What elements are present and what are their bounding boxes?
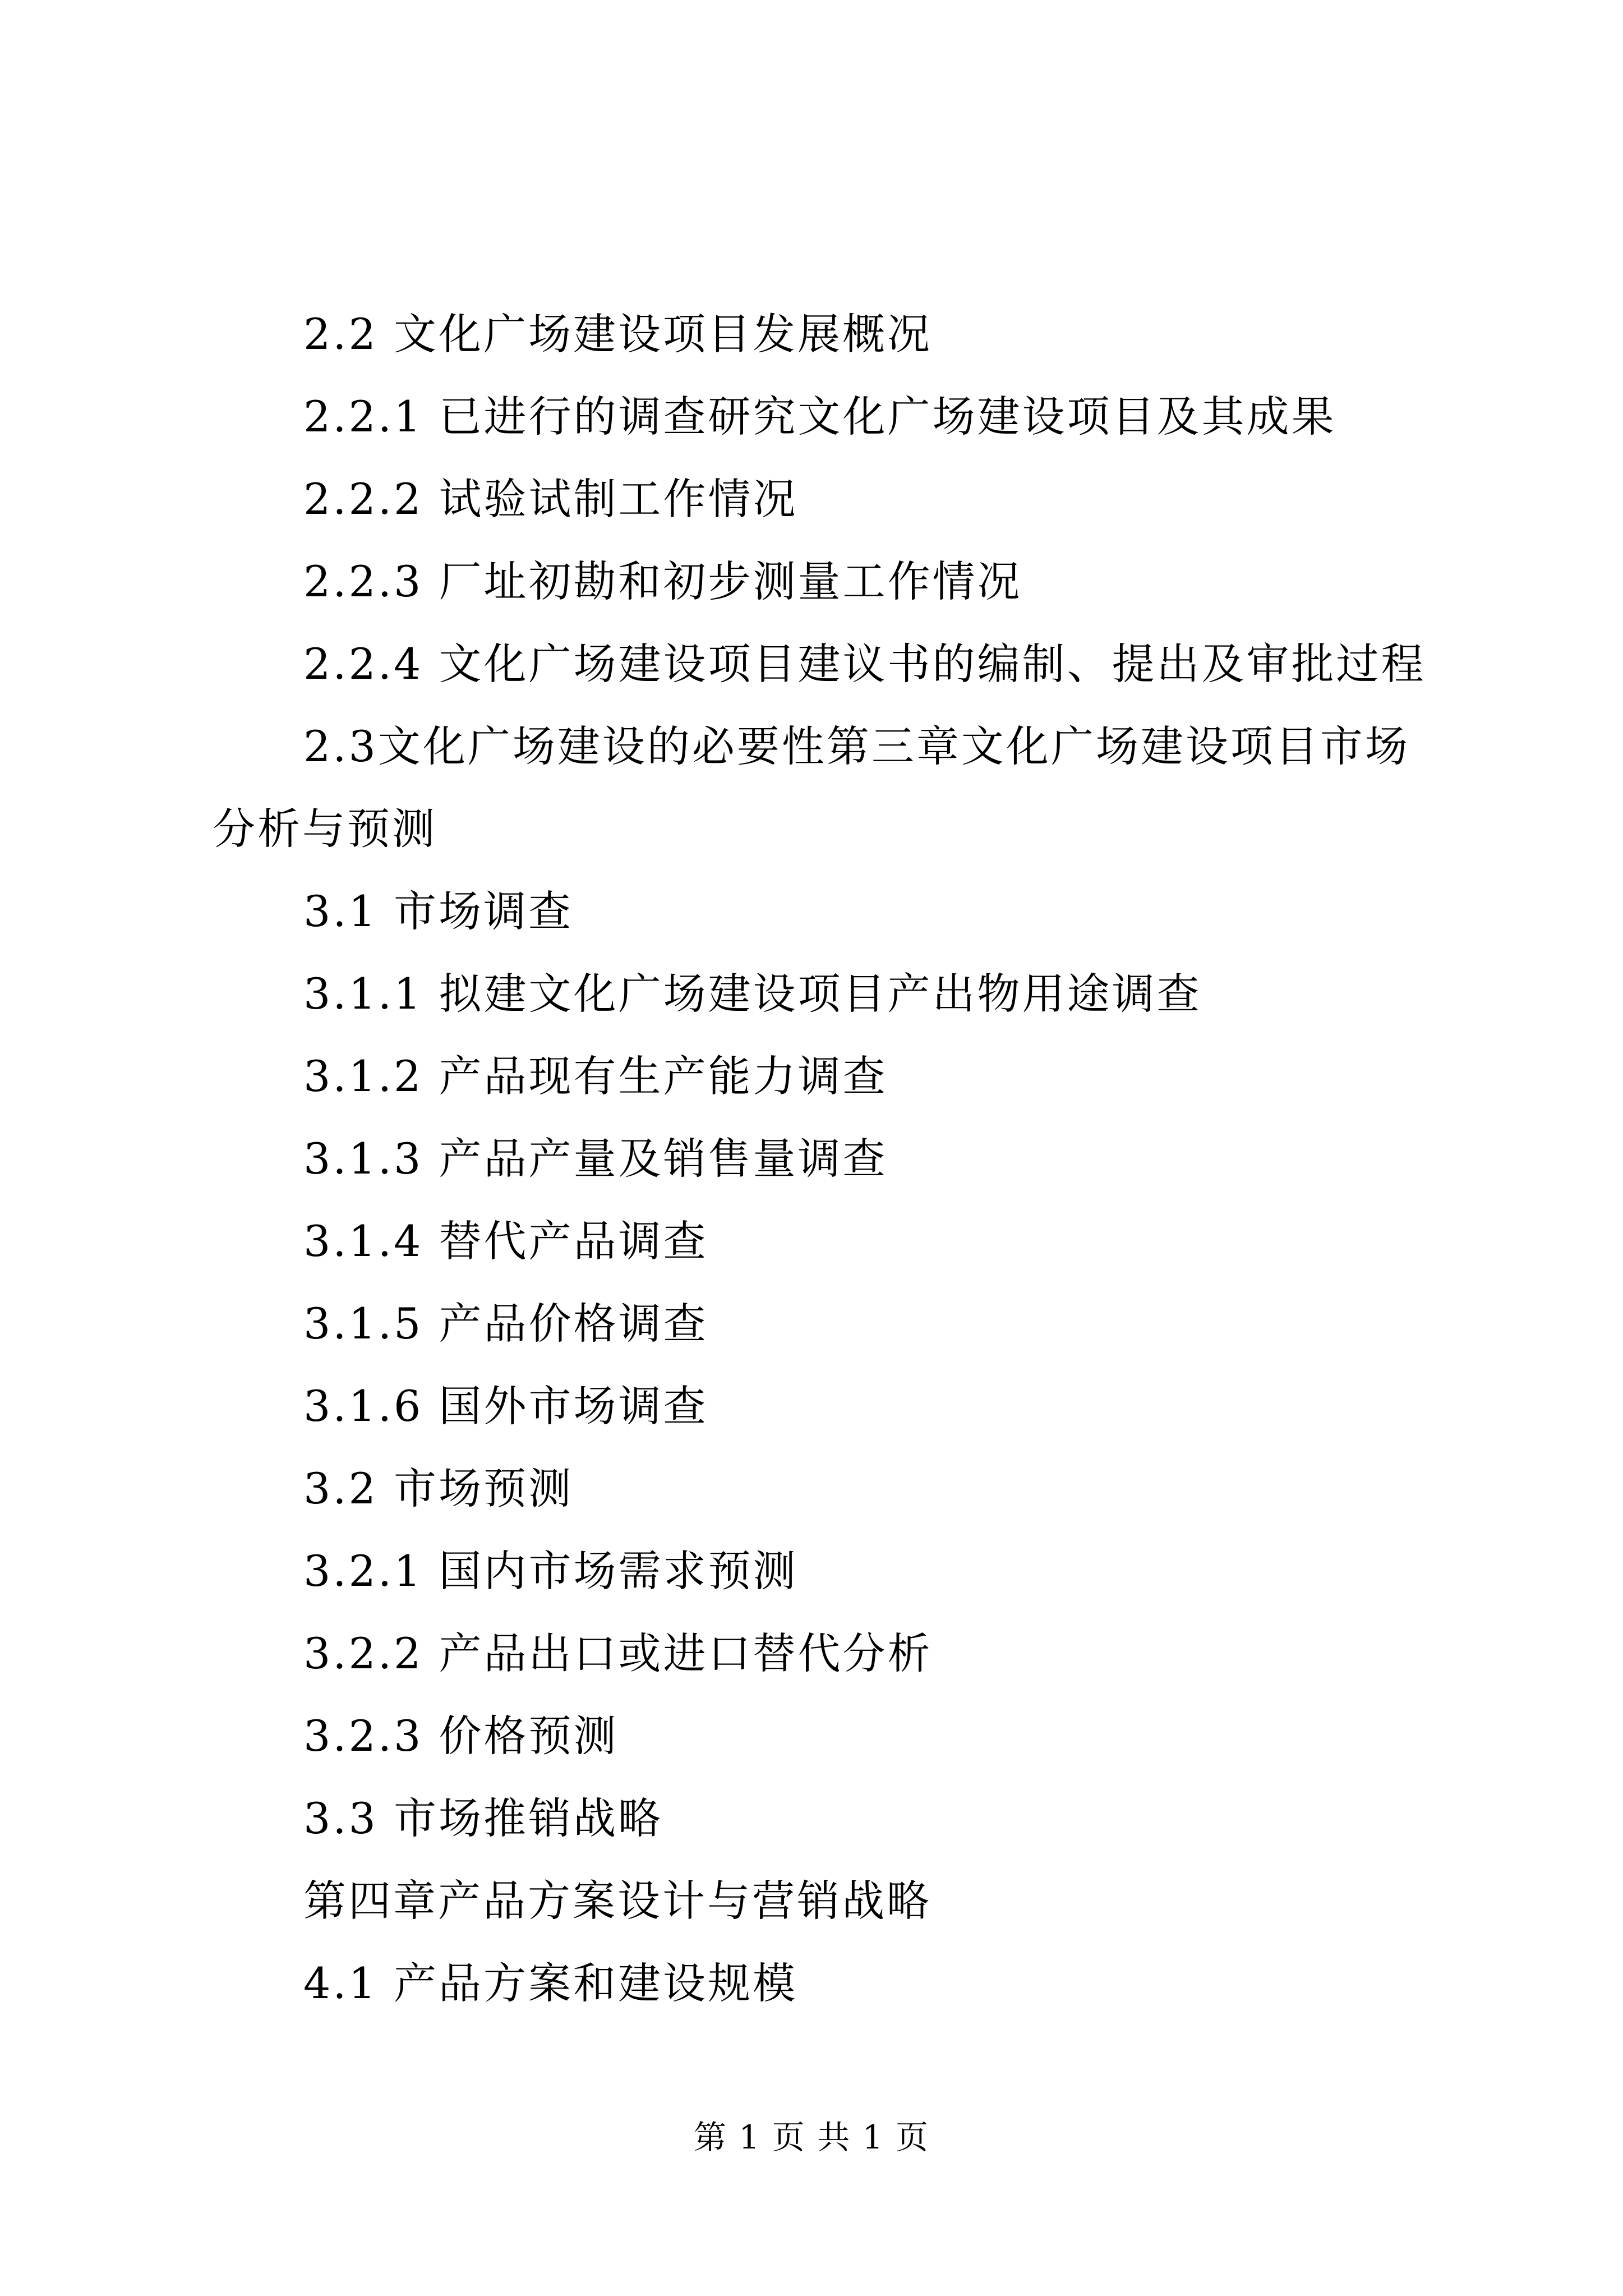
toc-line: 2.2 文化广场建设项目发展概况 — [303, 309, 933, 359]
toc-line: 4.1 产品方案和建设规模 — [303, 1958, 798, 2008]
toc-line: 3.1.4 替代产品调查 — [303, 1216, 708, 1266]
toc-line: 3.2 市场预测 — [303, 1464, 574, 1513]
page-footer: 第 1 页 共 1 页 — [694, 2118, 929, 2156]
toc-line: 3.1.3 产品产量及销售量调查 — [303, 1134, 888, 1184]
toc-line: 2.2.3 厂址初勘和初步测量工作情况 — [303, 556, 1022, 606]
document-body — [213, 293, 1435, 2024]
toc-line: 3.1 市场调查 — [303, 886, 574, 936]
toc-line: 2.2.1 已进行的调查研究文化广场建设项目及其成果 — [303, 392, 1336, 441]
toc-line: 3.2.3 价格预测 — [303, 1711, 619, 1761]
toc-line: 2.2.4 文化广场建设项目建议书的编制、提出及审批过程 — [303, 639, 1426, 689]
chapter-heading: 第四章产品方案设计与营销战略 — [303, 1876, 932, 1926]
toc-line: 3.1.5 产品价格调查 — [303, 1299, 708, 1349]
toc-line: 3.2.2 产品出口或进口替代分析 — [303, 1628, 933, 1678]
toc-line: 3.3 市场推销战略 — [303, 1793, 663, 1843]
toc-line: 3.1.6 国外市场调查 — [303, 1381, 708, 1431]
toc-line: 3.1.1 拟建文化广场建设项目产出物用途调查 — [303, 969, 1202, 1019]
toc-line: 3.2.1 国内市场需求预测 — [303, 1546, 798, 1596]
toc-line: 3.1.2 产品现有生产能力调查 — [303, 1051, 888, 1101]
toc-line: 2.2.2 试验试制工作情况 — [303, 474, 798, 524]
toc-wrapped-paragraph: 2.3文化广场建设的必要性第三章文化广场建设项目市场分析与预测 — [213, 721, 1410, 854]
